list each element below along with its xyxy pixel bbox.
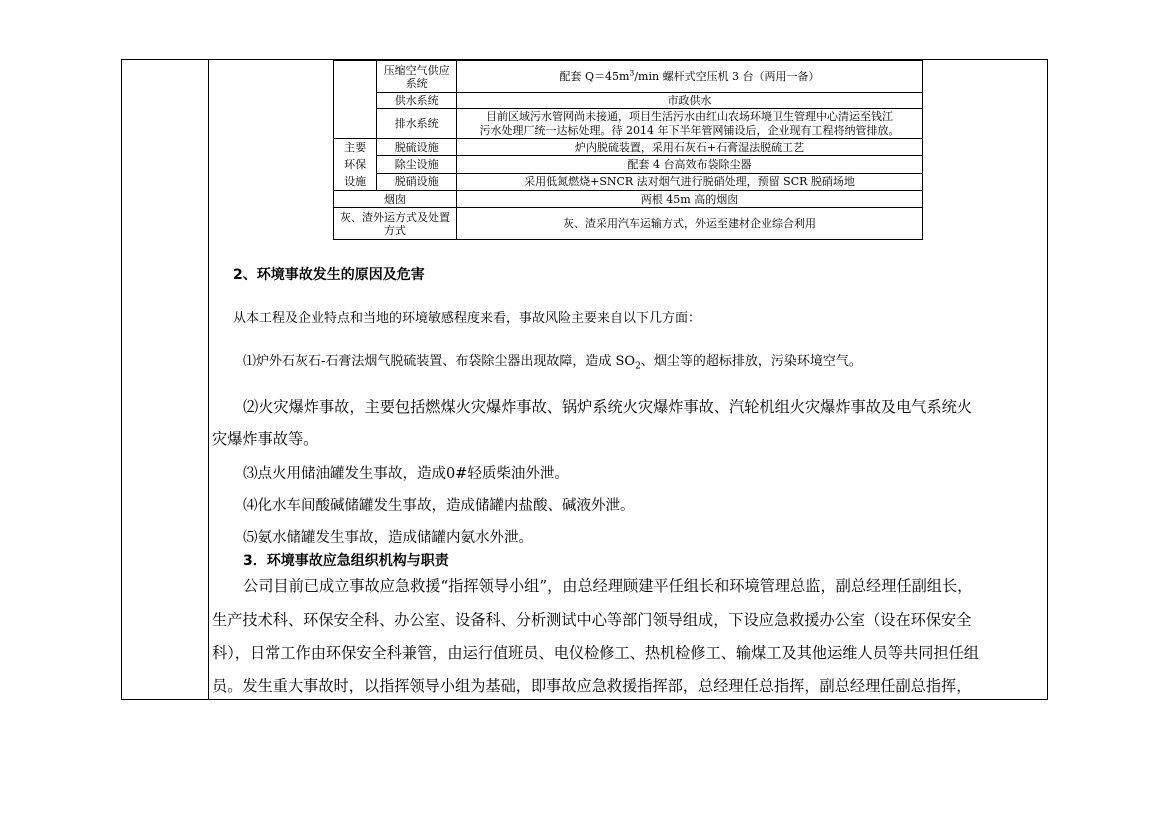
row-value: 市政供水	[457, 93, 923, 109]
section-3-line-4: 员。发生重大事故时，以指挥领导小组为基础，即事故应急救援指挥部，总经理任总指挥，副总经理任副总指挥，	[212, 677, 972, 695]
row-value: 炉内脱硫装置，采用石灰石+石膏湿法脱硫工艺	[457, 139, 923, 156]
section-2-intro: 从本工程及企业特点和当地的环境敏感程度来看，事故风险主要来自以下几方面：	[233, 311, 702, 326]
section-3-line-1: 公司目前已成立事故应急救援“指挥领导小组”，由总经理顾建平任组长和环境管理总监，副总经理任副组长，	[243, 577, 973, 595]
risk-item-2-line-1: ⑵火灾爆炸事故，主要包括燃煤火灾爆炸事故、锅炉系统火灾爆炸事故、汽轮机组火灾爆炸事故及电气系统火	[243, 398, 972, 416]
table-row	[334, 208, 923, 240]
table-row	[334, 139, 923, 156]
row-label: 供水系统	[377, 93, 457, 109]
row-label: 排水系统	[377, 109, 457, 139]
row-label: 脱硝设施	[377, 173, 457, 190]
row-label: 灰、渣外运方式及处置方式	[334, 208, 457, 240]
blank-cell	[334, 61, 377, 139]
column-divider	[208, 59, 209, 700]
row-label: 除尘设施	[377, 156, 457, 173]
table-row	[334, 109, 923, 139]
risk-item-5: ⑸氨水储罐发生事故，造成储罐内氨水外泄。	[243, 530, 533, 546]
table-row	[334, 61, 923, 93]
row-label: 脱硫设施	[377, 139, 457, 156]
row-value: 目前区域污水管网尚未接通，项目生活污水由红山农场环境卫生管理中心清运至钱江 污水处理厂统一达标处理。待 2014 年下半年管网铺设后，企业现有工程将纳管排放。	[457, 109, 923, 139]
risk-item-4: ⑷化水车间酸碱储罐发生事故，造成储罐内盐酸、碱液外泄。	[243, 498, 635, 514]
table-row	[334, 156, 923, 173]
section-3-line-3: 科），日常工作由环保安全科兼管，由运行值班员、电仪检修工、热机检修工、输煤工及其他运维人员等共同担任组	[212, 644, 979, 662]
table-row	[334, 173, 923, 190]
risk-item-1: ⑴炉外石灰石-石膏法烟气脱硫装置、布袋除尘器出现故障，造成 $SO_2$、烟尘等的超标排放，污染环境空气。	[243, 354, 862, 372]
row-label: 压缩空气供应系统	[377, 61, 457, 93]
row-value: 配套 4 台高效布袋除尘器	[457, 156, 923, 173]
risk-item-3: ⑶点火用储油罐发生事故，造成0#轻质柴油外泄。	[243, 466, 569, 482]
row-value: 两根 45m 高的烟囱	[457, 191, 923, 208]
section-3-heading: 3．环境事故应急组织机构与职责	[243, 553, 449, 569]
table-row	[334, 191, 923, 208]
risk-item-2-line-2: 灾爆炸事故等。	[212, 430, 319, 448]
section-2-heading: 2、环境事故发生的原因及危害	[233, 267, 425, 283]
group-label: 主要环保设施	[334, 139, 377, 191]
row-value: 配套 $Q=45m^3/\min$ 螺杆式空压机 3 台（两用一备）	[457, 61, 923, 93]
section-3-line-2: 生产技术科、环保安全科、办公室、设备科、分析测试中心等部门领导组成，下设应急救援办公室（设在环保安全	[212, 611, 972, 629]
row-value: 采用低氮燃烧+SNCR 法对烟气进行脱硝处理，预留 SCR 脱硝场地	[457, 173, 923, 190]
row-value: 灰、渣采用汽车运输方式，外运至建材企业综合利用	[457, 208, 923, 240]
facility-spec-table	[333, 60, 923, 240]
row-label: 烟囱	[334, 191, 457, 208]
table-row	[334, 93, 923, 109]
